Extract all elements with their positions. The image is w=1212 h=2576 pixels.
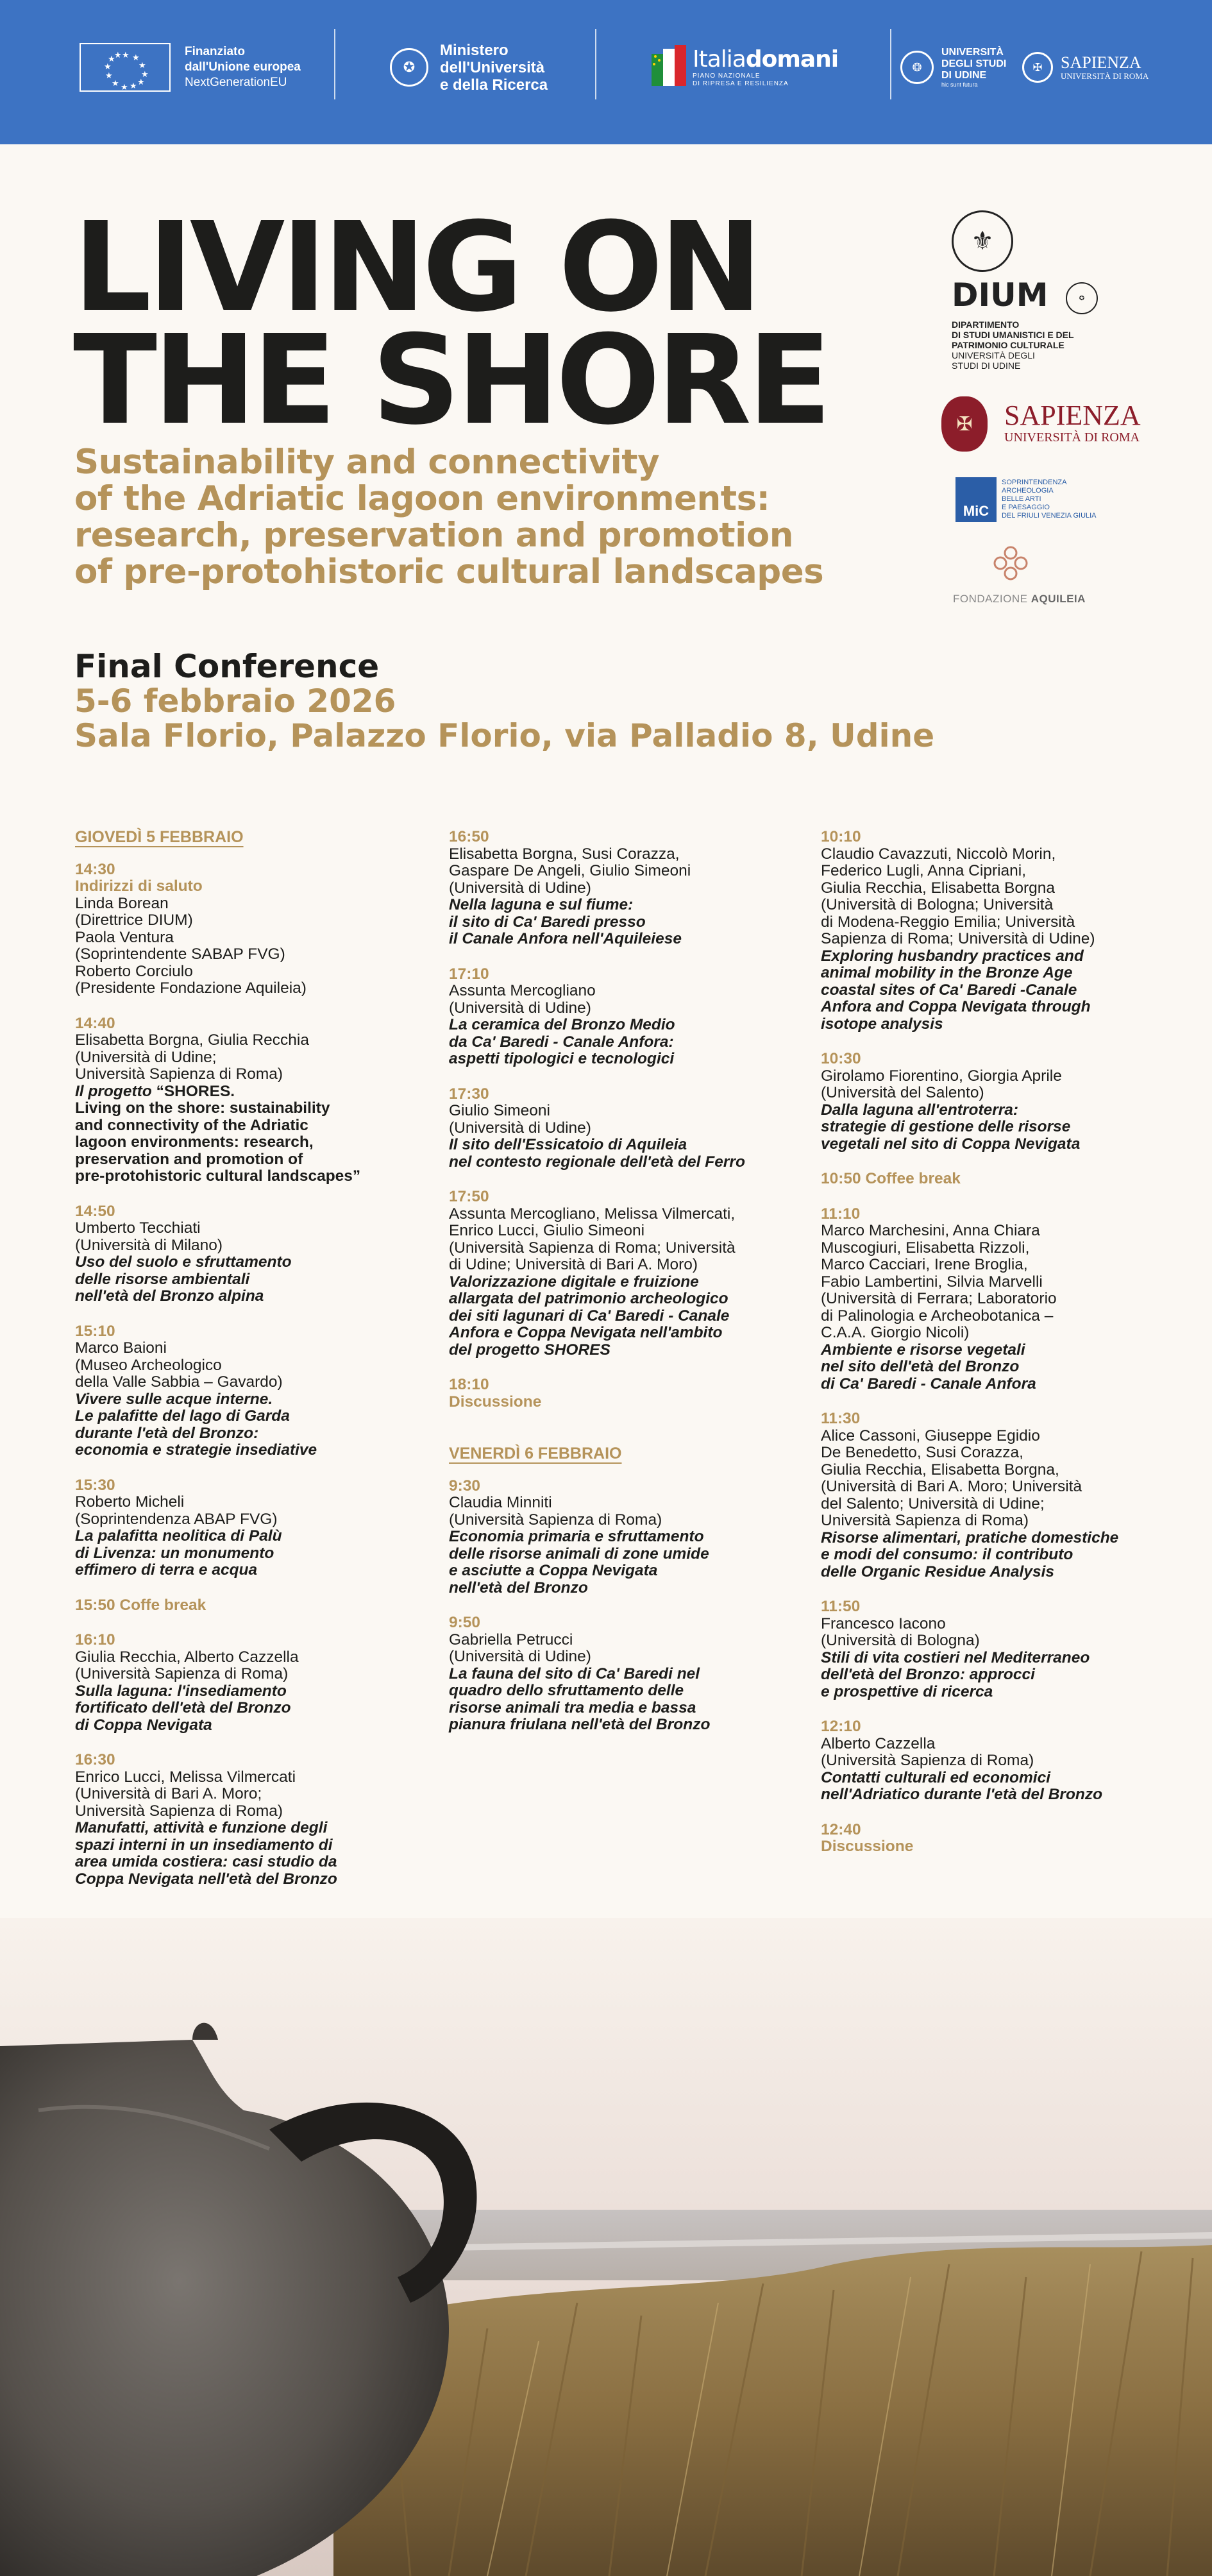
program-slot xyxy=(75,1477,447,1579)
program-slot xyxy=(75,1323,447,1459)
speaker: Fabio Lambertini, Silvia Marvelli xyxy=(821,1273,1043,1291)
slot-time: 14:30 xyxy=(75,860,115,878)
uniud-line1: UNIVERSITÀ xyxy=(941,47,1004,58)
talk-title: di Ca' Baredi - Canale Anfora xyxy=(821,1375,1036,1393)
slot-time: 9:50 xyxy=(449,1614,481,1631)
affiliation: C.A.A. Giorgio Nicoli) xyxy=(821,1324,970,1341)
speaker: Claudia Minniti xyxy=(449,1494,552,1511)
slot-time: 10:10 xyxy=(821,828,861,845)
affiliation: (Università di Udine) xyxy=(449,1119,591,1137)
affiliation: (Università Sapienza di Roma) xyxy=(821,1752,1034,1769)
slot-time: 16:50 xyxy=(449,828,489,845)
italiadomani-sub1: PIANO NAZIONALE xyxy=(693,72,761,80)
program-slot xyxy=(75,1015,447,1185)
mic-logo-icon: MiC xyxy=(955,477,997,522)
program-slot xyxy=(75,1632,447,1734)
title-line1: LIVING ON xyxy=(73,196,759,339)
slot-time: 16:30 xyxy=(75,1751,115,1768)
eu-line2: dall'Unione europea xyxy=(185,60,301,74)
program-slot xyxy=(821,829,1193,1033)
affiliation: (Università di Bari A. Moro; xyxy=(75,1785,262,1802)
mur-logo xyxy=(390,32,548,103)
subtitle-line2: of the Adriatic lagoon environments: xyxy=(74,479,770,518)
talk-title: delle risorse ambientali xyxy=(75,1270,250,1288)
affiliation: (Direttrice DIUM) xyxy=(75,911,193,929)
slot-time: 10:30 xyxy=(821,1050,861,1067)
affiliation: (Museo Archeologico xyxy=(75,1356,222,1374)
affiliation: del Salento; Università di Udine; xyxy=(821,1495,1045,1513)
talk-title: il Canale Anfora nell'Aquileiese xyxy=(449,930,682,947)
italiadomani-name-b: domani xyxy=(745,46,839,72)
talk-title: economia e strategie insediative xyxy=(75,1441,317,1459)
slot-time: 11:50 xyxy=(821,1598,861,1615)
talk-title: Uso del suolo e sfruttamento xyxy=(75,1253,292,1271)
talk-title: lagoon environments: research, xyxy=(75,1133,314,1151)
speaker: Paola Ventura xyxy=(75,928,174,946)
speaker: Elisabetta Borgna, Giulia Recchia xyxy=(75,1031,309,1049)
program-slot xyxy=(75,861,447,997)
dium-desc4: UNIVERSITÀ DEGLI xyxy=(952,350,1035,360)
talk-title: dei siti lagunari di Ca' Baredi - Canale xyxy=(449,1307,730,1325)
talk-title: Anfora and Coppa Nevigata through xyxy=(821,998,1091,1015)
aquileia-a: FONDAZIONE xyxy=(953,593,1028,605)
program-slot xyxy=(75,1752,447,1888)
dium-badge-icon: ✪ xyxy=(1066,282,1098,314)
uniud-line3: DI UDINE xyxy=(941,70,987,81)
speaker: Giulia Recchia, Elisabetta Borgna xyxy=(821,879,1055,897)
speaker: Francesco Iacono xyxy=(821,1614,946,1632)
speaker: Giulia Recchia, Elisabetta Borgna, xyxy=(821,1461,1059,1479)
speaker: Enrico Lucci, Melissa Vilmercati xyxy=(75,1768,296,1786)
talk-title: Stili di vita costieri nel Mediterraneo xyxy=(821,1648,1090,1666)
affiliation: Università Sapienza di Roma) xyxy=(75,1065,283,1083)
aquileia-b: AQUILEIA xyxy=(1031,593,1086,605)
talk-title: Sulla laguna: l'insediamento xyxy=(75,1682,287,1700)
sapienza-seal-icon: ✠ xyxy=(1022,52,1053,83)
mur-line3: e della Ricerca xyxy=(440,76,548,94)
beach-amphora-photo xyxy=(0,1918,1212,2576)
speaker: Federico Lugli, Anna Cipriani, xyxy=(821,862,1027,879)
talk-title: La palafitta neolitica di Palù xyxy=(75,1527,282,1545)
speaker: Girolamo Fiorentino, Giorgia Aprile xyxy=(821,1067,1062,1085)
affiliation: (Università Sapienza di Roma) xyxy=(449,1511,662,1529)
talk-title: preservation and promotion of xyxy=(75,1150,303,1168)
talk-title: and connectivity of the Adriatic xyxy=(75,1116,308,1134)
speaker: Elisabetta Borgna, Susi Corazza, xyxy=(449,845,680,863)
program-slot xyxy=(821,1718,1193,1804)
program-slot xyxy=(821,1822,1193,1856)
affiliation: (Università di Milano) xyxy=(75,1236,223,1254)
sapienza-top-sub: UNIVERSITÀ DI ROMA xyxy=(1061,71,1149,81)
sapienza-top-name: SAPIENZA xyxy=(1061,53,1141,72)
affiliation: della Valle Sabbia – Gavardo) xyxy=(75,1373,283,1391)
affiliation: (Università di Udine) xyxy=(449,879,591,897)
affiliation: (Università di Bologna; Università xyxy=(821,896,1054,913)
talk-title: vegetali nel sito di Coppa Nevigata xyxy=(821,1135,1081,1153)
speaker: Alberto Cazzella xyxy=(821,1734,936,1752)
italian-emblem-icon: ✪ xyxy=(390,48,428,87)
talk-title: allargata del patrimonio archeologico xyxy=(449,1290,728,1307)
talk-title: nell'età del Bronzo xyxy=(449,1579,588,1597)
fondazione-aquileia-logo xyxy=(953,593,1086,606)
affiliation: (Università di Udine) xyxy=(449,999,591,1017)
program-slot xyxy=(821,1598,1193,1700)
affiliation: (Università di Bari A. Moro; Università xyxy=(821,1478,1082,1495)
talk-title: La fauna del sito di Ca' Baredi nel xyxy=(449,1665,700,1682)
talk-title: il sito di Ca' Baredi presso xyxy=(449,913,646,931)
mic-l3: BELLE ARTI xyxy=(1002,495,1041,503)
affiliation: (Università Sapienza di Roma; Università xyxy=(449,1239,736,1257)
dium-description xyxy=(952,319,1118,371)
program-slot xyxy=(449,1478,821,1597)
affiliation: di Palinologia e Archeobotanica – xyxy=(821,1307,1054,1325)
page-subtitle xyxy=(74,444,908,590)
fondazione-aquileia-icon xyxy=(991,544,1030,582)
talk-title: La ceramica del Bronzo Medio xyxy=(449,1016,675,1033)
slot-time: 12:40 xyxy=(821,1820,861,1838)
uniud-motto: hic sunt futura xyxy=(941,81,978,88)
slot-time: 18:10 xyxy=(449,1376,489,1393)
divider xyxy=(334,29,335,99)
subtitle-line1: Sustainability and connectivity xyxy=(74,443,660,482)
talk-title: effimero di terra e acqua xyxy=(75,1561,258,1579)
slot-time: 16:10 xyxy=(75,1631,115,1648)
subtitle-line3: research, preservation and promotion xyxy=(74,516,793,555)
program-column-3 xyxy=(821,829,1193,1874)
slot-time: 11:30 xyxy=(821,1410,861,1427)
talk-title: Ambiente e risorse vegetali xyxy=(821,1341,1025,1359)
talk-title: Contatti culturali ed economici xyxy=(821,1768,1051,1786)
uniud-line2: DEGLI STUDI xyxy=(941,58,1007,69)
divider xyxy=(595,29,596,99)
talk-title: nell'Adriatico durante l'età del Bronzo xyxy=(821,1786,1103,1803)
dium-desc3: PATRIMONIO CULTURALE xyxy=(952,340,1065,350)
talk-title: da Ca' Baredi - Canale Anfora: xyxy=(449,1033,674,1051)
divider xyxy=(890,29,891,99)
conference-label: Final Conference xyxy=(74,648,380,685)
slot-time: 12:10 xyxy=(821,1718,861,1735)
dium-desc2: DI STUDI UMANISTICI E DEL xyxy=(952,330,1074,340)
speaker: Alice Cassoni, Giuseppe Egidio xyxy=(821,1427,1040,1445)
mic-l5: DEL FRIULI VENEZIA GIULIA xyxy=(1002,512,1097,520)
talk-title: nel contesto regionale dell'età del Ferro xyxy=(449,1153,745,1171)
program-column-1 xyxy=(75,829,447,1906)
mic-l2: ARCHEOLOGIA xyxy=(1002,487,1054,495)
speaker: Umberto Tecchiati xyxy=(75,1219,201,1237)
talk-title: animal mobility in the Bronze Age xyxy=(821,964,1073,981)
affiliation: (Università di Bologna) xyxy=(821,1632,980,1649)
affiliation: (Università di Udine) xyxy=(449,1648,591,1665)
eu-logo xyxy=(80,32,301,103)
talk-title: fortificato dell'età del Bronzo xyxy=(75,1699,291,1716)
talk-title: aspetti tipologici e tecnologici xyxy=(449,1050,675,1067)
affiliation: (Università del Salento) xyxy=(821,1084,984,1101)
talk-title: Dalla laguna all'entroterra: xyxy=(821,1101,1019,1119)
talk-title: Coppa Nevigata nell'età del Bronzo xyxy=(75,1870,337,1888)
speaker: Gabriella Petrucci xyxy=(449,1631,573,1648)
talk-title: strategie di gestione delle risorse xyxy=(821,1118,1071,1135)
discussion-label: Discussione xyxy=(449,1393,542,1411)
slot-time: 14:50 xyxy=(75,1202,115,1220)
talk-title: Manufatti, attività e funzione degli xyxy=(75,1819,328,1836)
talk-title: e asciutte a Coppa Nevigata xyxy=(449,1562,658,1579)
talk-title: Valorizzazione digitale e fruizione xyxy=(449,1273,699,1291)
talk-title: nel sito dell'età del Bronzo xyxy=(821,1358,1020,1375)
talk-title: pianura friulana nell'età del Bronzo xyxy=(449,1716,711,1733)
eu-line1: Finanziato xyxy=(185,45,245,58)
speaker: Claudio Cavazzuti, Niccolò Morin, xyxy=(821,845,1056,863)
program-slot xyxy=(821,1051,1193,1153)
slot-time: 17:10 xyxy=(449,965,489,983)
day-header: GIOVEDÌ 5 FEBBRAIO xyxy=(75,828,244,846)
slot-time: 15:10 xyxy=(75,1322,115,1340)
program-slot xyxy=(449,1086,821,1171)
mur-line2: dell'Università xyxy=(440,58,545,76)
affiliation: di Modena-Reggio Emilia; Università xyxy=(821,913,1075,931)
speaker: Roberto Micheli xyxy=(75,1493,185,1511)
program-slot xyxy=(449,966,821,1068)
talk-title: del progetto SHORES xyxy=(449,1341,610,1359)
sapienza-seal-icon: ✠ xyxy=(941,396,988,452)
talk-title: Risorse alimentari, pratiche domestiche xyxy=(821,1529,1119,1546)
speaker: Marco Baioni xyxy=(75,1339,167,1357)
dium-desc1: DIPARTIMENTO xyxy=(952,319,1020,330)
speaker: Enrico Lucci, Giulio Simeoni xyxy=(449,1222,645,1239)
talk-title: isotope analysis xyxy=(821,1015,943,1033)
affiliation: (Soprintendente SABAP FVG) xyxy=(75,945,285,963)
speaker: Marco Cacciari, Irene Broglia, xyxy=(821,1256,1028,1273)
talk-title: e prospettive di ricerca xyxy=(821,1682,993,1700)
sapienza-logo xyxy=(1004,402,1141,445)
talk-title: delle Organic Residue Analysis xyxy=(821,1563,1055,1580)
talk-title: e modi del consumo: il contributo xyxy=(821,1546,1073,1563)
eu-line3: NextGenerationEU xyxy=(185,76,287,89)
day-header: VENERDÌ 6 FEBBRAIO xyxy=(449,1445,622,1462)
affiliation: (Università di Udine; xyxy=(75,1048,217,1066)
slot-time: 17:50 xyxy=(449,1188,489,1205)
speaker: Giulio Simeoni xyxy=(449,1102,550,1119)
program-slot xyxy=(821,1206,1193,1393)
dium-desc5: STUDI DI UDINE xyxy=(952,360,1021,371)
affiliation: di Udine; Università di Bari A. Moro) xyxy=(449,1256,698,1273)
conference-dates: 5-6 febbraio 2026 xyxy=(74,682,396,720)
talk-title: di Coppa Nevigata xyxy=(75,1716,212,1734)
talk-title: Exploring husbandry practices and xyxy=(821,947,1084,965)
program-slot xyxy=(449,829,821,948)
speaker: Marco Marchesini, Anna Chiara xyxy=(821,1222,1040,1239)
talk-title: delle risorse animali di zone umide xyxy=(449,1545,709,1563)
uniud-logo xyxy=(900,32,1006,103)
talk-title xyxy=(75,1083,447,1101)
mic-l1: SOPRINTENDENZA xyxy=(1002,479,1067,486)
affiliation: (Presidente Fondazione Aquileia) xyxy=(75,979,307,997)
sponsor-bar xyxy=(0,0,1212,144)
page-title xyxy=(73,196,907,452)
affiliation: (Università di Ferrara; Laboratorio xyxy=(821,1290,1057,1307)
italiadomani-sub2: DI RIPRESA E RESILIENZA xyxy=(693,80,789,87)
slot-time: 11:10 xyxy=(821,1205,861,1223)
speaker: Muscogiuri, Elisabetta Rizzoli, xyxy=(821,1239,1030,1257)
speaker: De Benedetto, Susi Corazza, xyxy=(821,1444,1023,1461)
talk-title: dell'età del Bronzo: approcci xyxy=(821,1666,1035,1683)
subtitle-line4: of pre-protohistoric cultural landscapes xyxy=(74,552,824,591)
talk-title: Vivere sulle acque interne. xyxy=(75,1390,273,1408)
talk-title: Anfora e Coppa Nevigata nell'ambito xyxy=(449,1324,723,1341)
talk-title: Le palafitte del lago di Garda xyxy=(75,1407,290,1425)
program-slot xyxy=(75,1203,447,1305)
program-column-2 xyxy=(449,829,821,1752)
slot-title: Indirizzi di saluto xyxy=(75,877,203,895)
coffee-break: 10:50 Coffee break xyxy=(821,1170,961,1187)
talk-title: Nella laguna e sul fiume: xyxy=(449,896,634,913)
talk-title: nell'età del Bronzo alpina xyxy=(75,1287,264,1305)
conference-venue: Sala Florio, Palazzo Florio, via Palladio 8, Udine xyxy=(74,717,935,754)
sapienza-top-logo xyxy=(1022,32,1149,103)
speaker: Linda Borean xyxy=(75,894,169,912)
talk-title: Economia primaria e sfruttamento xyxy=(449,1528,704,1545)
mic-description xyxy=(1002,479,1124,520)
talk-title-start: “SHORES. xyxy=(151,1082,235,1100)
talk-title: quadro dello sfruttamento delle xyxy=(449,1682,684,1699)
talk-title-prefix: Il progetto xyxy=(75,1082,152,1100)
conference-info xyxy=(74,649,972,753)
mic-l4: E PAESAGGIO xyxy=(1002,504,1050,511)
sapienza-sub: UNIVERSITÀ DI ROMA xyxy=(1004,430,1140,445)
talk-title: di Livenza: un monumento xyxy=(75,1544,274,1562)
dium-name: DIUM xyxy=(952,276,1048,314)
talk-title: Living on the shore: sustainability xyxy=(75,1099,330,1117)
speaker: Gaspare De Angeli, Giulio Simeoni xyxy=(449,862,691,879)
speaker: Giulia Recchia, Alberto Cazzella xyxy=(75,1648,299,1666)
eu-flag-icon: ★ ★ ★ ★ ★ ★ ★ ★ ★ ★ ★ ★ xyxy=(80,43,171,92)
talk-title: area umida costiera: casi studio da xyxy=(75,1853,337,1870)
discussion-label: Discussione xyxy=(821,1838,914,1855)
italiadomani-logo xyxy=(649,32,838,103)
affiliation: Università Sapienza di Roma) xyxy=(75,1802,283,1820)
program-slot xyxy=(449,1377,821,1411)
affiliation: Università Sapienza di Roma) xyxy=(821,1512,1029,1529)
mur-line1: Ministero xyxy=(440,41,509,59)
program-slot xyxy=(449,1614,821,1734)
slot-time: 15:30 xyxy=(75,1476,115,1494)
affiliation: (Soprintendenza ABAP FVG) xyxy=(75,1510,278,1528)
slot-time: 17:30 xyxy=(449,1085,489,1103)
program-slot xyxy=(449,1189,821,1359)
italy-flag-icon xyxy=(649,42,687,92)
talk-title: Il sito dell'Essicatoio di Aquileia xyxy=(449,1136,687,1153)
title-line2: THE SHORE xyxy=(73,309,828,452)
slot-time: 14:40 xyxy=(75,1014,115,1032)
slot-time: 9:30 xyxy=(449,1477,481,1495)
speaker: Assunta Mercogliano, Melissa Vilmercati, xyxy=(449,1205,736,1223)
talk-title: durante l'età del Bronzo: xyxy=(75,1424,259,1442)
italiadomani-name-a: Italia xyxy=(693,46,746,72)
sapienza-name: SAPIENZA xyxy=(1004,400,1141,431)
affiliation: Sapienza di Roma; Università di Udine) xyxy=(821,930,1095,947)
talk-title: spazi interni in un insediamento di xyxy=(75,1836,333,1854)
speaker: Roberto Corciulo xyxy=(75,962,193,980)
talk-title: pre-protohistoric cultural landscapes” xyxy=(75,1167,361,1185)
affiliation: (Università Sapienza di Roma) xyxy=(75,1665,289,1682)
speaker: Assunta Mercogliano xyxy=(449,982,596,999)
talk-title: risorse animali tra media e bassa xyxy=(449,1699,696,1716)
talk-title: coastal sites of Ca' Baredi -Canale xyxy=(821,981,1077,999)
program-slot xyxy=(821,1411,1193,1580)
uniud-seal-icon: ⚜ xyxy=(952,210,1013,272)
coffee-break: 15:50 Coffe break xyxy=(75,1596,206,1614)
uniud-seal-icon: ❂ xyxy=(900,51,934,84)
